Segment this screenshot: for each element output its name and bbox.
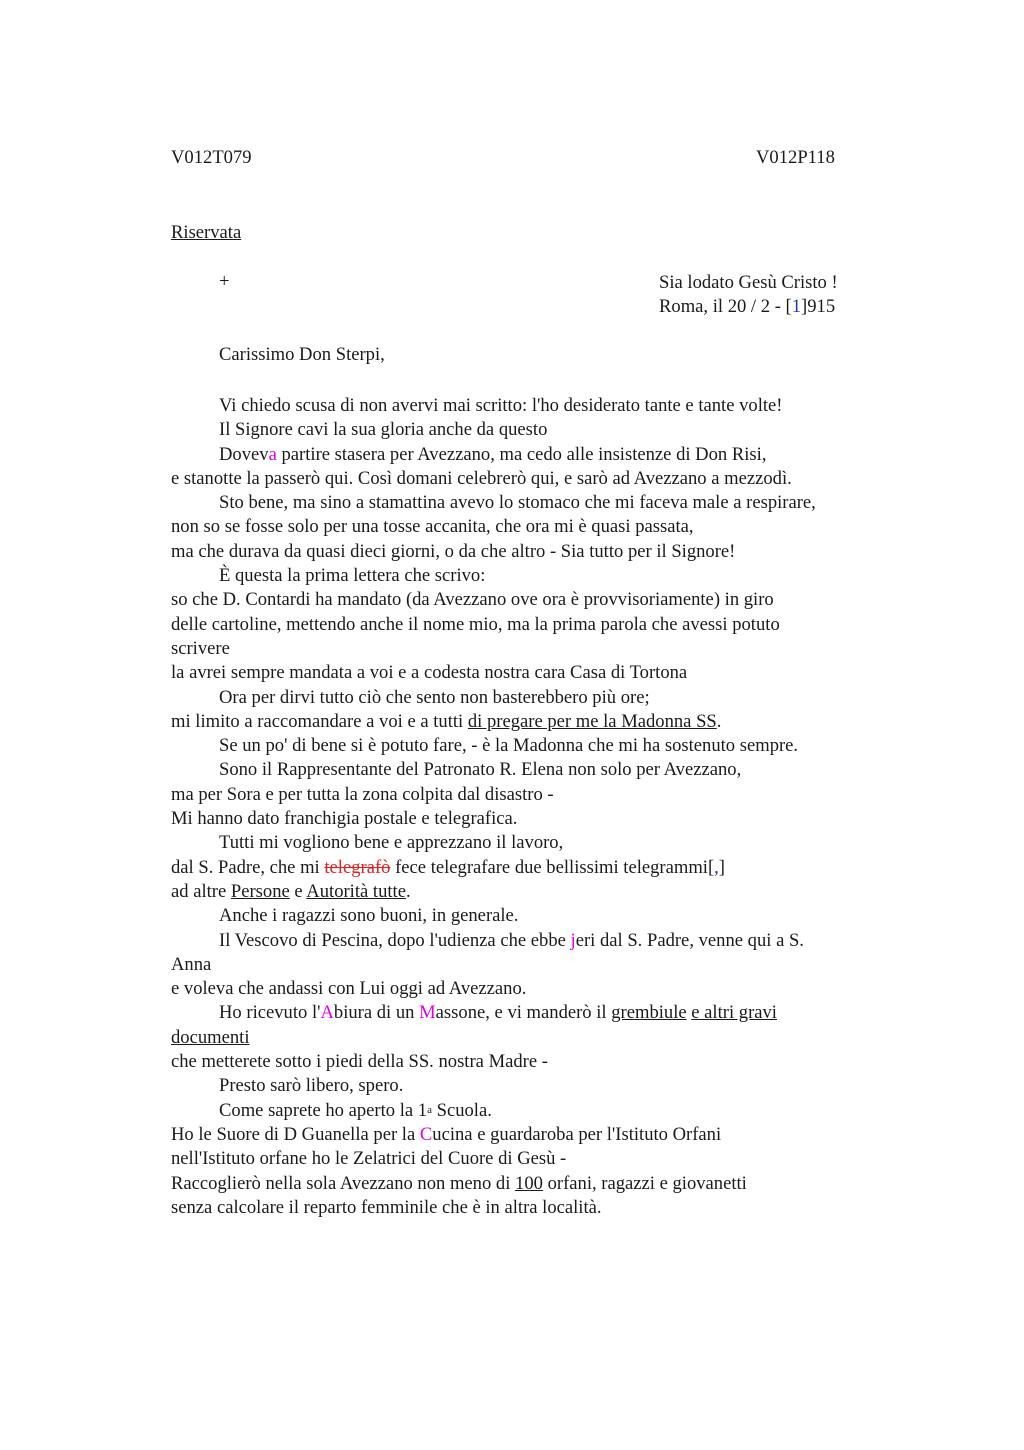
text-line [171,1026,891,1050]
text-line: Il Signore cavi la sua gloria anche da questo [219,419,548,441]
text-line: ad altre Persone e Autorità tutte. [171,880,411,902]
underlined-text: documenti [171,1026,250,1048]
text-line: Il Vescovo di Pescina, dopo l'udienza che ebbe jeri dal S. Padre, venne qui a S. [219,929,804,951]
editorial-insert: 1 [791,296,802,318]
text-line: non so se fosse solo per una tosse accanita, che ora mi è quasi passata, [171,516,694,538]
text-line: Sono il Rappresentante del Patronato R. Elena non solo per Avezzano, [219,759,742,781]
text-line: È questa la prima lettera che scrivo: [219,565,486,587]
text-line: so che D. Contardi ha mandato (da Avezzano ove ora è provvisoriamente) in giro [171,589,774,611]
deleted-text: telegrafò [324,856,391,878]
text-line: scrivere [171,637,230,659]
date-block [659,271,838,320]
text-line: Ora per dirvi tutto ciò che sento non basterebbero più ore; [219,686,650,708]
text-line: Tutti mi vogliono bene e apprezzano il lavoro, [219,832,564,854]
text-line: e stanotte la passerò qui. Così domani celebrerò qui, e sarò ad Avezzano a mezzodì. [171,467,792,489]
text-line: Presto sarò libero, spero. [219,1075,404,1097]
insert-mark: A [320,1002,334,1024]
text-line: Anche i ragazzi sono buoni, in generale. [219,905,519,927]
text-line: la avrei sempre mandata a voi e a codesta nostra cara Casa di Tortona [171,662,688,684]
text-line: senza calcolare il reparto femminile che è in altra località. [171,1196,602,1218]
text-line: Come saprete ho aperto la 1$^a$ Scuola. [219,1099,492,1121]
reference-code-right: V012P118 [756,147,835,168]
text-line: Raccoglierò nella sola Avezzano non meno di 100 orfani, ragazzi e giovanetti [171,1172,747,1194]
text-line: Se un po' di bene si è potuto fare, - è la Madonna che mi ha sostenuto sempre. [219,735,799,757]
invocation-line: Sia lodato Gesù Cristo ! [659,272,838,293]
text-line: ma che durava da quasi dieci giorni, o da che altro - Sia tutto per il Signore! [171,540,736,562]
insert-mark: j [570,929,576,951]
reference-code-left: V012T079 [171,147,252,168]
text-line: Sto bene, ma sino a stamattina avevo lo stomaco che mi faceva male a respirare, [219,492,816,514]
insert-mark: M [419,1002,436,1024]
text-line: Ho ricevuto l'Abiura di un Massone, e vi manderò il grembiule e altri gravi [219,1002,777,1024]
text-line: Vi chiedo scusa di non avervi mai scritto: l'ho desiderato tante e tante volte! [219,395,783,416]
superscript: a [427,1103,432,1116]
text-line: Ho le Suore di D Guanella per la Cucina e guardaroba per l'Istituto Orfani [171,1123,722,1145]
salutation: Carissimo Don Sterpi, [219,344,385,365]
cross-symbol: + [219,271,230,292]
text-line: dal S. Padre, che mi telegrafò fece telegrafare due bellissimi telegrammi[,] [171,856,725,878]
text-line: mi limito a raccomandare a voi e a tutti di pregare per me la Madonna SS. [171,710,722,732]
text-line: Mi hanno dato franchigia postale e telegrafica. [171,808,518,830]
underlined-text: Autorità tutte [306,880,406,902]
underlined-text: 100 [515,1172,543,1194]
text-line: e voleva che andassi con Lui oggi ad Avezzano. [171,978,527,1000]
text-line: che metterete sotto i piedi della SS. nostra Madre - [171,1051,548,1073]
text-line: ma per Sora e per tutta la zona colpita dal disastro - [171,783,554,805]
underlined-text: Persone [230,880,290,902]
insert-mark: C [419,1123,433,1145]
underlined-text: e altri gravi [691,1002,777,1024]
editorial-insert: , [714,856,719,878]
text-line: Doveva partire stasera per Avezzano, ma cedo alle insistenze di Don Risi, [219,443,767,465]
underlined-text: di pregare per me la Madonna SS [467,710,717,732]
underlined-text: grembiule [611,1002,687,1024]
riservata-heading: Riservata [171,222,242,243]
text-line: nell'Istituto orfane ho le Zelatrici del Cuore di Gesù - [171,1148,567,1170]
text-line: delle cartoline, mettendo anche il nome mio, ma la prima parola che avessi potuto [171,613,780,635]
insert-mark: a [268,443,277,465]
text-line: Anna [171,953,212,975]
date-line: Roma, il 20 / 2 - [1]915 [659,296,836,318]
letter-body [171,394,891,1220]
